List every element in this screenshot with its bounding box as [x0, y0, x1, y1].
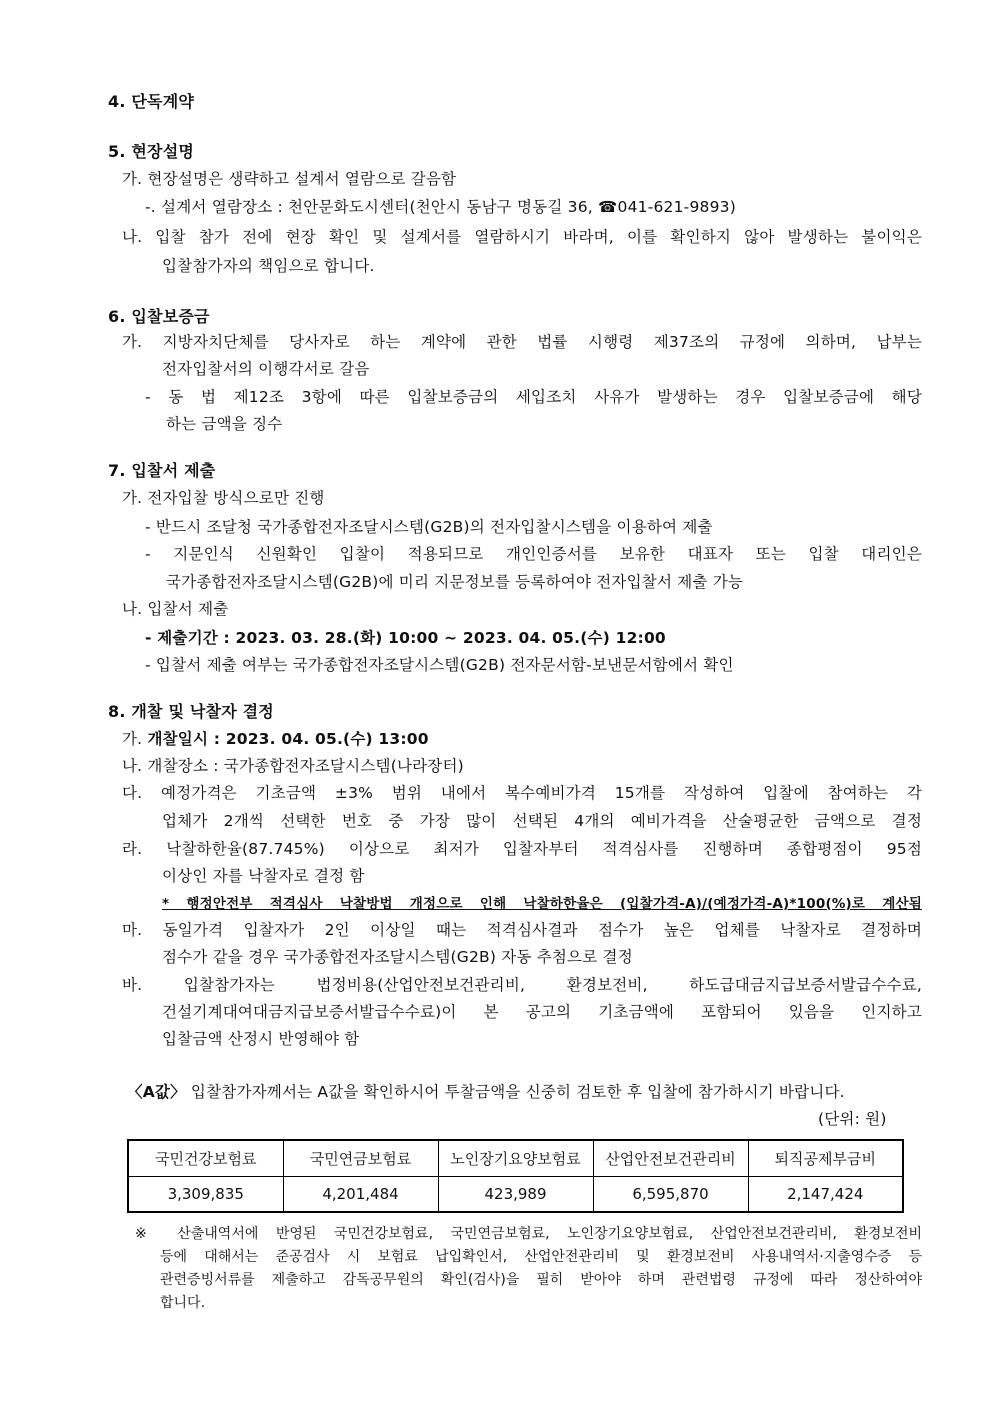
s5-item-ga: 가. 현장설명은 생략하고 설계서 열람으로 갈음함 [122, 170, 457, 188]
footnote-line3: 관련증빙서류를 제출하고 감독공무원의 확인(검사)을 필히 받아야 하며 관련법령 규정에 따라 정산하여야 [160, 1272, 922, 1288]
s7-dash-d: - 입찰서 제출 여부는 국가종합전자조달시스템(G2B) 전자문서함-보낸문서함에서 확인 [145, 656, 734, 674]
a-value-intro: 입찰참가자께서는 A값을 확인하시어 투찰금액을 신중히 검토한 후 입찰에 참가하시기 바랍니다. [190, 1083, 845, 1101]
table-cell: 6,595,870 [593, 1177, 748, 1213]
s6-item-ga-line1: 가. 지방자치단체를 당사자로 하는 계약에 관한 법률 시행령 제37조의 규정에 의하며, 납부는 [122, 333, 922, 351]
s7-dash-b-line2: 국가종합전자조달시스템(G2B)에 미리 지문정보를 등록하여야 전자입찰서 제출 가능 [166, 573, 744, 591]
section-4-heading: 4. 단독계약 [108, 92, 195, 111]
s5-item-ga-sub: -. 설계서 열람장소 : 천안문화도시센터(천안시 동남구 명동길 36, ☎041-621-9893) [145, 198, 736, 216]
s6-item-ga-line2: 전자입찰서의 이행각서로 갈음 [162, 360, 370, 378]
s8-opening-datetime: 개찰일시 : 2023. 04. 05.(수) 13:00 [147, 730, 429, 748]
s8-item-ra-line2: 이상인 자를 낙찰자로 결정 함 [162, 867, 365, 885]
s8-item-ga [122, 729, 429, 749]
s8-item-da-line1: 다. 예정가격은 기초금액 ±3% 범위 내에서 복수예비가격 15개를 작성하여 입찰에 참여하는 각 [122, 784, 922, 802]
table-header-cell: 국민건강보험료 [128, 1140, 283, 1177]
table-header-cell: 산업안전보건관리비 [593, 1140, 748, 1177]
s7-item-ga: 가. 전자입찰 방식으로만 진행 [122, 489, 325, 507]
a-value-intro-line [127, 1082, 845, 1102]
a-value-table [127, 1139, 904, 1213]
s8-item-ma-line2: 점수가 같을 경우 국가종합전자조달시스템(G2B) 자동 추첨으로 결정 [162, 948, 633, 966]
s8-item-da-line2: 업체가 2개씩 선택한 번호 중 가장 많이 선택된 4개의 예비가격을 산술평균한 금액으로 결정 [162, 812, 922, 830]
s8-item-ba-line2: 건설기계대여대금지급보증서발급수수료)이 본 공고의 기초금액에 포함되어 있음을 인지하고 [162, 1003, 922, 1021]
s7-dash-submission-period: - 제출기간 : 2023. 03. 28.(화) 10:00 ~ 2023. 04. 05.(수) 12:00 [145, 629, 666, 647]
a-value-label: 〈A값〉 [127, 1083, 186, 1101]
s8-item-ba-line1: 바. 입찰참가자는 법정비용(산업안전보건관리비, 환경보전비, 하도급대금지급보증서발급수수료, [122, 976, 922, 994]
s5-item-na-line1: 나. 입찰 참가 전에 현장 확인 및 설계서를 열람하시기 바라며, 이를 확인하지 않아 발생하는 불이익은 [122, 228, 922, 246]
table-row [128, 1177, 903, 1213]
table-cell: 2,147,424 [748, 1177, 903, 1213]
table-header-cell: 노인장기요양보험료 [438, 1140, 593, 1177]
s7-item-na: 나. 입찰서 제출 [122, 600, 229, 618]
section-8-heading: 8. 개찰 및 낙찰자 결정 [108, 702, 274, 721]
s8-ga-prefix: 가. [122, 730, 148, 748]
s7-dash-b-line1: - 지문인식 신원확인 입찰이 적용되므로 개인인증서를 보유한 대표자 또는 입찰 대리인은 [145, 545, 922, 563]
s8-ra-note: * 행정안전부 적격심사 낙찰방법 개정으로 인해 낙찰하한율은 (입찰가격-A)/(예정가격-A)*100(%)로 계산됨 [162, 896, 922, 912]
footnote-line4: 합니다. [160, 1295, 206, 1311]
s8-item-ba-line3: 입찰금액 산정시 반영해야 함 [162, 1030, 360, 1048]
s8-item-na: 나. 개찰장소 : 국가종합전자조달시스템(나라장터) [122, 757, 464, 775]
s8-item-ma-line1: 마. 동일가격 입찰자가 2인 이상일 때는 적격심사결과 점수가 높은 업체를 낙찰자로 결정하며 [122, 921, 922, 939]
table-cell: 423,989 [438, 1177, 593, 1213]
unit-label: (단위: 원) [818, 1110, 887, 1128]
table-header-row [128, 1140, 903, 1177]
s6-dash-line2: 하는 금액을 징수 [166, 415, 283, 433]
s8-item-ra-line1: 라. 낙찰하한율(87.745%) 이상으로 최저가 입찰자부터 적격심사를 진행하며 종합평점이 95점 [122, 840, 922, 858]
s7-dash-a: - 반드시 조달청 국가종합전자조달시스템(G2B)의 전자입찰시스템을 이용하여 제출 [145, 518, 713, 536]
s6-dash-line1: - 동 법 제12조 3항에 따른 입찰보증금의 세입조치 사유가 발생하는 경우 입찰보증금에 해당 [145, 388, 922, 406]
footnote-line2: 등에 대해서는 준공검사 시 보험료 납입확인서, 산업안전관리비 및 환경보전비 사용내역서·지출영수증 등 [160, 1249, 922, 1265]
section-6-heading: 6. 입찰보증금 [108, 307, 210, 326]
table-cell: 4,201,484 [283, 1177, 438, 1213]
section-7-heading: 7. 입찰서 제출 [108, 461, 216, 480]
footnote-line1: ※ 산출내역서에 반영된 국민건강보험료, 국민연금보험료, 노인장기요양보험료, 산업안전보건관리비, 환경보전비 [135, 1226, 922, 1242]
table-header-cell: 퇴직공제부금비 [748, 1140, 903, 1177]
table-cell: 3,309,835 [128, 1177, 283, 1213]
table-header-cell: 국민연금보험료 [283, 1140, 438, 1177]
section-5-heading: 5. 현장설명 [108, 142, 195, 161]
s5-item-na-line2: 입찰참가자의 책임으로 합니다. [162, 257, 375, 275]
